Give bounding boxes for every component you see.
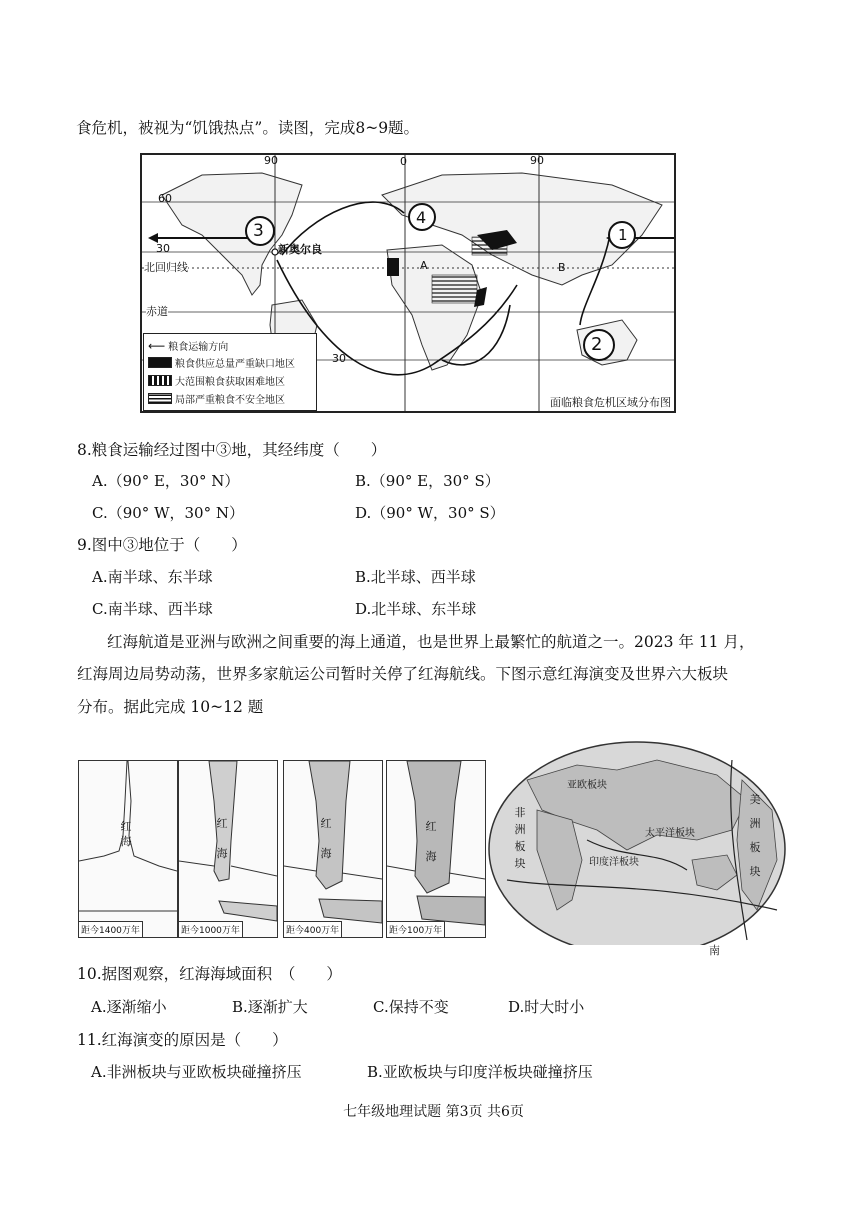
lon-label-90e: 90 <box>530 154 544 167</box>
q8-stem: 8.粮食运输经过图中③地，其经纬度（ ） <box>77 441 387 459</box>
equator-label: 赤道 <box>146 305 168 318</box>
african-plate-label: 非 洲 板 块 <box>514 806 526 870</box>
red-sea-panel-3 <box>283 760 383 938</box>
q9-option-a: A.南半球、东半球 <box>92 568 213 586</box>
q11-option-a: A.非洲板块与亚欧板块碰撞挤压 <box>91 1063 302 1081</box>
q11-stem: 11.红海演变的原因是（ ） <box>77 1031 288 1049</box>
solid-swatch-icon <box>148 357 172 368</box>
legend-item-insecurity: 局部严重粮食不安全地区 <box>148 391 285 406</box>
new-orleans-label: 新奥尔良 <box>278 243 322 256</box>
q10-option-d: D.时大时小 <box>508 998 585 1016</box>
red-sea-label: 红 海 <box>216 817 228 860</box>
q11-option-b: B.亚欧板块与印度洋板块碰撞挤压 <box>367 1063 593 1081</box>
map-legend <box>143 333 317 411</box>
red-sea-label: 红 海 <box>320 817 332 860</box>
indian-plate-label: 印度洋板块 <box>589 857 639 868</box>
q10-option-b: B.逐渐扩大 <box>232 998 308 1016</box>
lat-label-30s: 30 <box>332 352 346 365</box>
q9-option-b: B.北半球、西半球 <box>355 568 476 586</box>
american-plate-label: 美 洲 板 块 <box>749 793 761 878</box>
red-sea-panel-4 <box>386 760 486 938</box>
antarctic-plate-label: 南 <box>709 944 720 957</box>
q8-option-b: B.（90° E，30° S） <box>355 472 500 490</box>
q9-option-d: D.北半球、东半球 <box>355 600 477 618</box>
panel-caption: 距今1000万年 <box>179 921 243 937</box>
passage-line-3: 分布。据此完成 10~12 题 <box>77 698 264 716</box>
lon-label-90w: 90 <box>264 154 278 167</box>
map-caption: 面临粮食危机区域分布图 <box>550 396 671 409</box>
pacific-plate-label: 太平洋板块 <box>645 828 695 839</box>
lat-label-30n: 30 <box>156 242 170 255</box>
plates-graphic <box>487 740 787 958</box>
q9-option-c: C.南半球、西半球 <box>92 600 213 618</box>
plates-map <box>487 740 787 958</box>
q10-option-c: C.保持不变 <box>373 998 449 1016</box>
q8-option-d: D.（90° W，30° S） <box>355 504 505 522</box>
legend-item-shortage: 粮食供应总量严重缺口地区 <box>148 355 295 370</box>
lat-label-60: 60 <box>158 192 172 205</box>
panel-caption: 距今100万年 <box>387 921 445 937</box>
red-sea-panel-2 <box>178 760 278 938</box>
red-sea-label: 红 海 <box>425 820 437 863</box>
lon-label-0: 0 <box>400 155 407 168</box>
q9-stem: 9.图中③地位于（ ） <box>77 536 247 554</box>
panel-caption: 距今400万年 <box>284 921 342 937</box>
arrow-icon: ⟵ <box>148 338 166 353</box>
page-footer: 七年级地理试题 第3页 共6页 <box>343 1104 524 1120</box>
legend-item-difficulty: 大范围粮食获取困难地区 <box>148 373 285 388</box>
eurasian-plate-label: 亚欧板块 <box>567 780 607 791</box>
passage-line-2: 红海周边局势动荡，世界多家航运公司暂时关停了红海航线。下图示意红海演变及世界六大板块 <box>77 665 729 683</box>
marker-4: 4 <box>416 208 427 227</box>
q8-option-c: C.（90° W，30° N） <box>92 504 244 522</box>
dotted-swatch-icon <box>148 375 172 386</box>
hatched-swatch-icon <box>148 393 172 404</box>
red-sea-label: 红 海 <box>120 820 132 848</box>
point-b-label: B <box>558 261 566 274</box>
point-a-label: A <box>420 259 428 272</box>
passage-line-1: 红海航道是亚洲与欧洲之间重要的海上通道，也是世界上最繁忙的航道之一。2023 年 11 月， <box>107 633 755 651</box>
marker-2: 2 <box>591 334 603 355</box>
q8-option-a: A.（90° E，30° N） <box>92 472 240 490</box>
food-crisis-map <box>140 153 676 413</box>
red-sea-panel-1 <box>78 760 178 938</box>
q10-option-a: A.逐渐缩小 <box>91 998 167 1016</box>
marker-3: 3 <box>253 221 264 241</box>
marker-1: 1 <box>618 226 628 244</box>
q10-stem: 10.据图观察，红海海域面积 （ ） <box>77 965 342 983</box>
legend-item-transport: ⟵ 粮食运输方向 <box>148 338 229 353</box>
panel-caption: 距今1400万年 <box>79 921 143 937</box>
tropic-label: 北回归线 <box>144 261 188 274</box>
intro-line: 食危机，被视为“饥饿热点”。读图，完成8~9题。 <box>76 119 420 137</box>
